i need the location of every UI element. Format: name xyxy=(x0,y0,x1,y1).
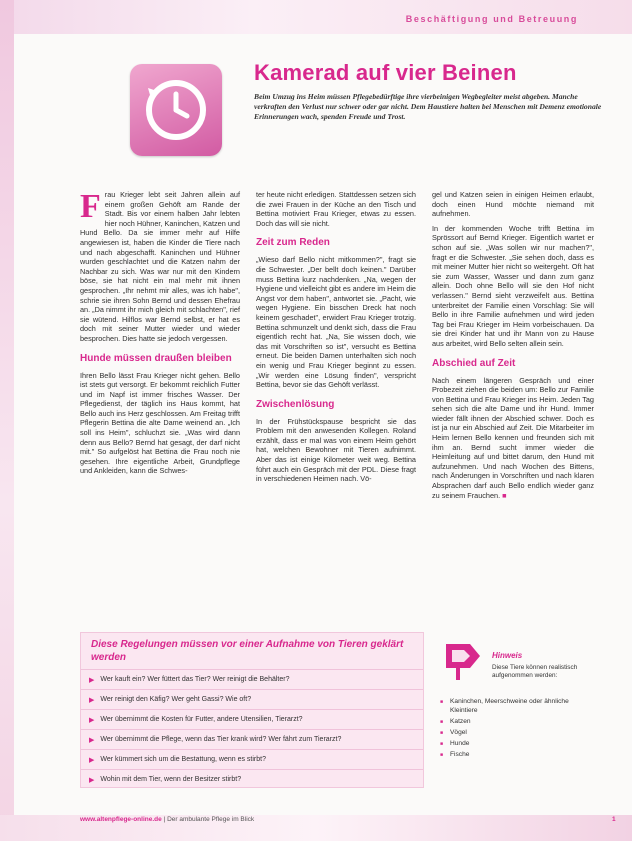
rules-box-title: Diese Regelungen müssen vor einer Aufnahme von Tieren geklärt werden xyxy=(91,639,404,663)
clock-icon xyxy=(130,64,222,156)
subheading-dogs: Hunde müssen draußen bleiben xyxy=(80,352,232,364)
end-mark: ■ xyxy=(502,490,507,500)
rules-list-item xyxy=(81,669,423,689)
rules-list xyxy=(81,669,423,789)
hint-list xyxy=(440,698,594,762)
rules-box xyxy=(80,632,424,788)
page-left-edge xyxy=(0,0,14,841)
rules-item-text: Wer übernimmt die Kosten für Futter, andere Utensilien, Tierarzt? xyxy=(100,716,303,723)
hint-list-item: ■ Fische xyxy=(440,751,594,760)
arrow-icon: ▶ xyxy=(89,696,95,704)
paragraph xyxy=(432,376,594,501)
rules-item-text: Wohin mit dem Tier, wenn der Besitzer stirbt? xyxy=(100,776,242,783)
subheading-talk: Zeit zum Reden xyxy=(256,237,330,249)
arrow-icon: ▶ xyxy=(89,756,95,764)
hint-title: Hinweis xyxy=(492,651,523,660)
hint-list-item: ■ Hunde xyxy=(440,740,594,749)
paragraph: In der Frühstückspause bespricht sie das Problem mit den anwesenden Kollegen. Roland erzählt, dass er mal was von einem Heim gehört hat, welchen Bewohner mit Tieren aufnimmt. Aber das ist einige Kilometer weit weg. Bettina führt auch ein Gespräch mit der PDL. Diese fragt in verschiedenen Heimen nach. Vö- xyxy=(256,416,416,484)
page-number: 1 xyxy=(612,816,616,823)
subheading-time: Abschied auf Zeit xyxy=(432,357,516,369)
rules-list-item xyxy=(81,689,423,709)
subheading-solution: Zwischenlösung xyxy=(256,398,335,410)
rules-list-item xyxy=(81,709,423,729)
paragraph: rau Krieger lebt seit Jahren allein auf einem großen Gehöft am Rande der Stadt. Bis vor einem halben Jahr lebten hier noch Hühner, Kaninchen, Katzen und Hund Bello. Da sie immer mehr auf Hilfe angewiesen ist, haben die Kinder die Tiere nach und nach abgeschafft. Kaninchen und Hühner wurden geschlachtet und die Katzen nahm der Nachbar zu sich. Was war nur mit den Kindern böse, sie hat nicht ein mal mehr mit ihnen gesprochen. „Ihr nehmt mir alles, was ich habe", schrie sie ihren Sohn Bernd und dessen Ehefrau an. „Da nimmt ihr mich gleich mit schlachten", rief sie wütend. Hilflos war Bernd selbst, er hat es doch mit seiner Mutter wieder und wieder besprochen. Dies hatte sie jedoch vergessen. xyxy=(80,190,240,343)
drop-cap: F xyxy=(80,188,101,225)
article-column-1 xyxy=(80,190,240,476)
article-column-3 xyxy=(432,190,594,500)
footer-separator: | xyxy=(163,816,166,823)
arrow-icon: ▶ xyxy=(89,676,95,684)
paragraph: gel und Katzen seien in einigen Heimen erlaubt, doch einen Hund möchte niemand mit aufnehmen. xyxy=(432,190,594,219)
rules-list-item xyxy=(81,749,423,769)
paragraph: ter heute nicht erledigen. Stattdessen setzen sich die zwei Frauen in der Küche an den Tisch und Bettina motiviert Frau Krieger, etwas zu essen. Doch das will sie nicht. xyxy=(256,190,416,228)
paragraph: Ihren Bello lässt Frau Krieger nicht gehen. Bello ist stets gut versorgt. Er bekommt reichlich Futter und im Napf ist immer frisches Wasser. Der Pflegedienst, der täglich ins Haus kommt, hat Bello auch ins Herz geschlossen. Am Freitag trifft Pflegerin Bettina die alte Dame weinend an. „Ich soll ins Heim", schluchzt sie. „Was wird dann denn aus Bello? Bernd hat gesagt, der darf nicht mit." So aufgelöst hat Bettina die Frau noch nie gesehen. Ihre eigentliche Arbeit, Grundpflege und Ankleiden, kann die Schwes- xyxy=(80,370,240,476)
rules-item-text: Wer kauft ein? Wer füttert das Tier? Wer reinigt die Behälter? xyxy=(100,676,290,683)
arrow-sign-icon xyxy=(440,640,484,682)
page-footer xyxy=(80,816,254,823)
hint-lead: Diese Tiere können realistisch aufgenommen werden: xyxy=(492,664,578,680)
rules-item-text: Wer kümmert sich um die Bestattung, wenn es stirbt? xyxy=(100,756,266,763)
footer-magazine: Der ambulante Pflege im Blick xyxy=(167,816,255,823)
rules-list-item xyxy=(81,769,423,789)
arrow-icon: ▶ xyxy=(89,776,95,784)
hint-box xyxy=(440,640,594,786)
article-title: Kamerad auf vier Beinen xyxy=(254,60,517,85)
rules-list-item xyxy=(81,729,423,749)
article-column-2 xyxy=(256,190,416,484)
paragraph: „Wieso darf Bello nicht mitkommen?", fragt sie die Schwester. „Der bellt doch keinen." Darüber muss Bettina kurz nachdenken. „Na, wegen der Hygiene und vielleicht gibt es andere im Heim die Angst vor dem haben", antwortet sie. „Pacht, wie wegen Hygiene. Ein bisschen Dreck hat noch keinem geschadet", erwidert Frau Krieger trotzig. Bettina schmunzelt und denkt sich, dass die Frau eigentlich recht hat. „Na, Sie wissen doch, wie das mit Vorschriften so ist", versucht es Bettina erneut. Die beiden Damen unterhalten sich noch ein wenig und Frau Krieger beginnt zu essen. „Wir werden eine Lösung finden", verspricht Bettina, bevor sie das Gehöft verlässt. xyxy=(256,255,416,390)
rules-item-text: Wer übernimmt die Pflege, wenn das Tier krank wird? Wer fährt zum Tierarzt? xyxy=(100,736,342,743)
paragraph: In der kommenden Woche trifft Bettina im Sprössort auf Bernd Krieger. Eigentlich wartet er schon auf sie. „Was sollen wir nur machen?", fragt er die Schwester. „Sie sehen doch, dass es mit meiner Mutter hier nicht so weitergeht. Oft hat sie zum Wasser, Wasser und dann zum ganz allein. Doch ohne Bello will sie den Hof nicht verlassen." Bernd sieht verzweifelt aus. Bettina unterbreitet der Familie einen Vorschlag: Sie will Bello in ihre Familie aufnehmen und wird jeden Tag bei Frau Krieger im Heim vorbeischauen. Da sie drei Kinder hat und ihr Mann von zu Hause aus arbeitet, wird Bello selten allein sein. xyxy=(432,223,594,348)
paragraph-text: Nach einem längeren Gespräch und einer Probezeit ziehen die beiden um: Bello zur Familie von Bettina und Frau Krieger ins Heim. Jeden Tag sehen sich die alte Dame und ihr Hund. Immer wieder fällt ihnen der Abschied schwer. Doch es ist ja nur ein Abschied auf Zeit. Die Mitarbeiter im Heim lernen Bello kennen und freunden sich mit ihm an. Bernd sucht immer wieder die Heimleitung auf und bittet darum, den Hund mit aufzunehmen. Und nach Wochen des Bittens, nach Änderungen in Vorschriften und nach klaren Absprachen darf auch Bello endlich wieder ganz zu seinem Frauchen. xyxy=(432,375,594,500)
section-label: Beschäftigung und Betreuung xyxy=(405,14,578,24)
arrow-icon: ▶ xyxy=(89,716,95,724)
hint-list-item: ■ Vögel xyxy=(440,729,594,738)
article-lead: Beim Umzug ins Heim müssen Pflegebedürftige ihre vierbeinigen Wegbegleiter meist abgeben. Manche verkraften den Verlust nur schwer oder gar nicht. Dem Haustiere halten bei Menschen mit Demenz emotionale Erinnerungen wach, spenden Freude und Trost. xyxy=(254,92,602,121)
hint-list-item: ■ Kaninchen, Meerschweine oder ähnliche Kleintiere xyxy=(440,698,594,715)
rules-item-text: Wer reinigt den Käfig? Wer geht Gassi? Wie oft? xyxy=(100,696,252,703)
hint-list-item: ■ Katzen xyxy=(440,718,594,727)
arrow-icon: ▶ xyxy=(89,736,95,744)
footer-url[interactable]: www.altenpflege-online.de xyxy=(80,816,162,823)
